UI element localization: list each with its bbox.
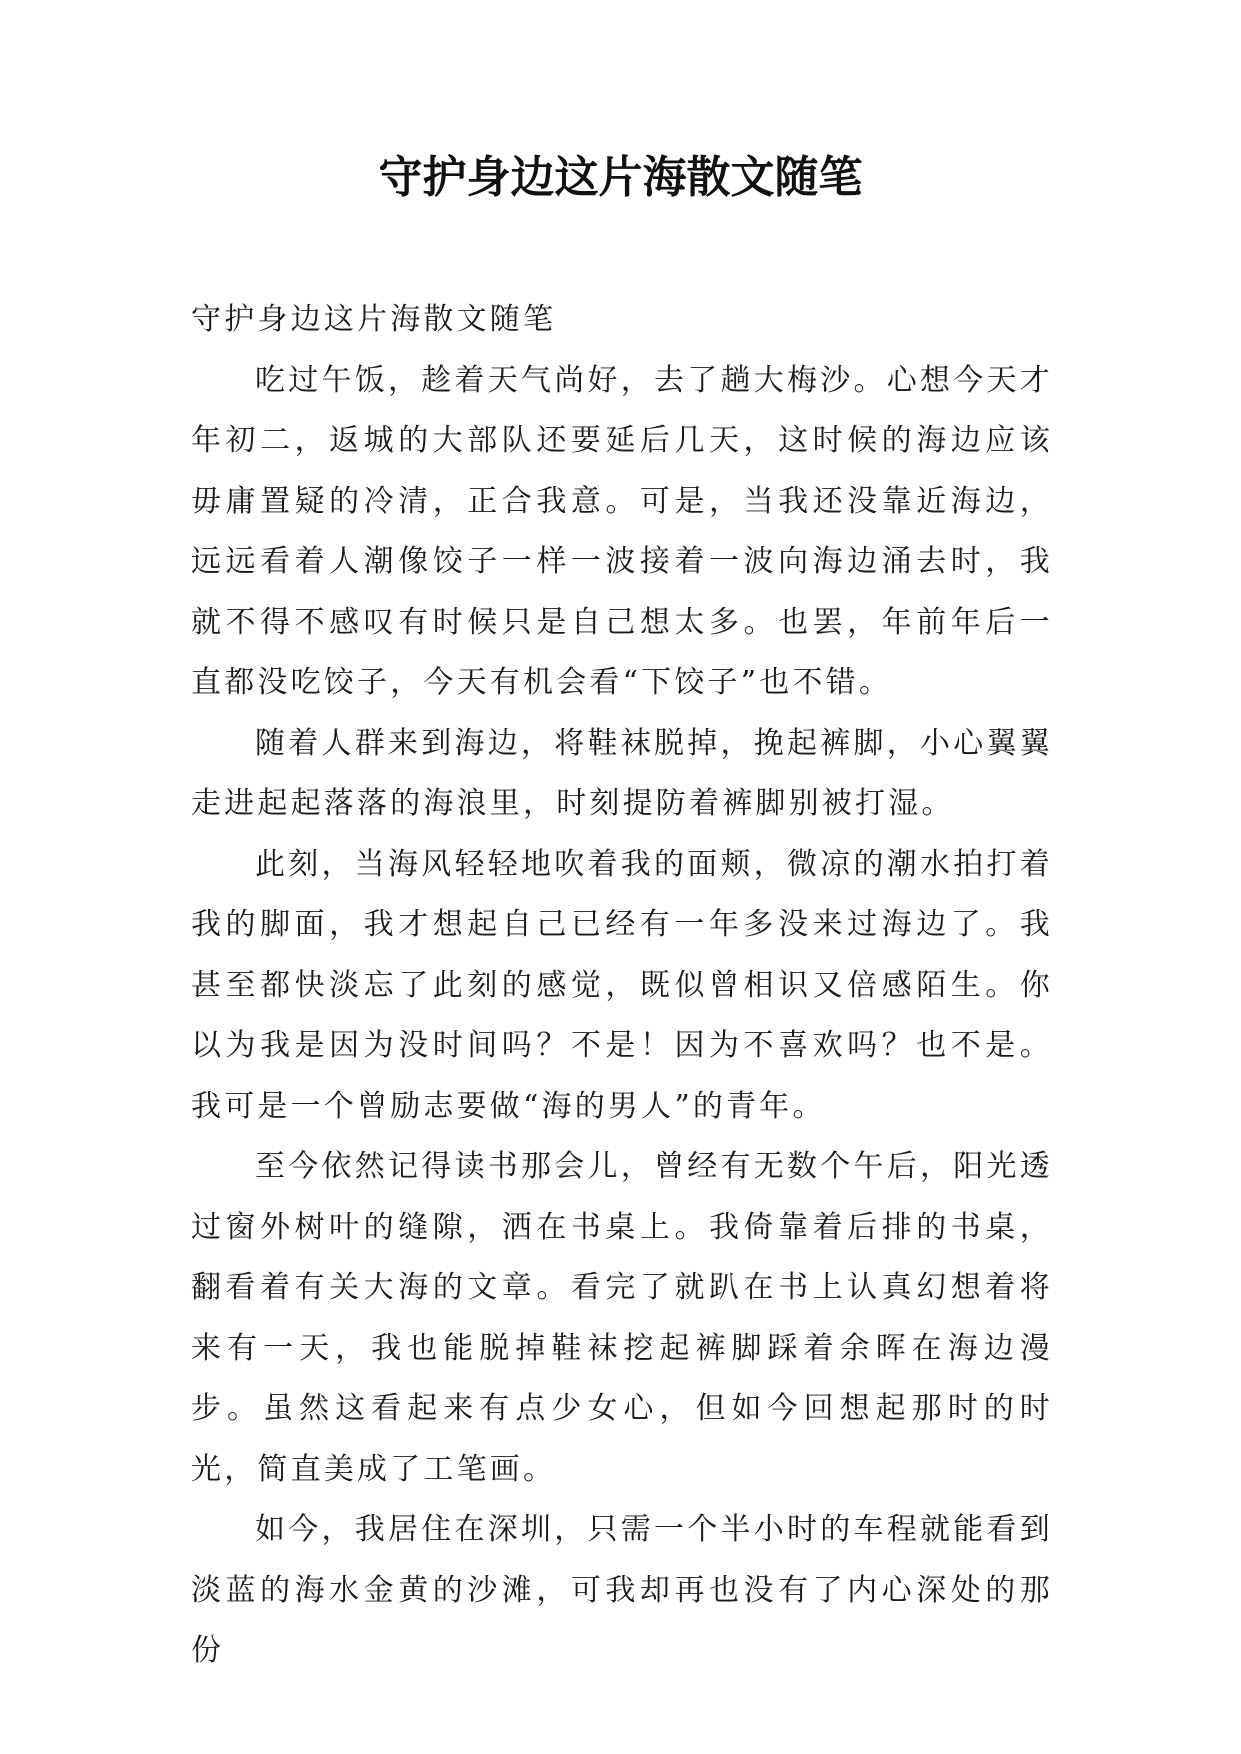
paragraph: 吃过午饭，趁着天气尚好，去了趟大梅沙。心想今天才年初二，返城的大部队还要延后几天，这时候的海边应该毋庸置疑的冷清，正合我意。可是，当我还没靠近海边，远远看着人潮像饺子一样一波接着一波向海边涌去时，我就不得不感叹有时候只是自己想太多。也罢，年前年后一直都没吃饺子，今天有机会看“下饺子”也不错。 [191,362,1053,700]
paragraph: 至今依然记得读书那会儿，曾经有无数个午后，阳光透过窗外树叶的缝隙，洒在书桌上。我倚靠着后排的书桌，翻看着有关大海的文章。看完了就趴在书上认真幻想着将来有一天，我也能脱掉鞋袜挖起裤脚踩着余晖在海边漫步。虽然这看起来有点少女心，但如今回想起那时的时光，简直美成了工笔画。 [191,1149,1053,1487]
subtitle-line: 守护身边这片海散文随笔 [191,302,557,337]
document-title: 守护身边这片海散文随笔 [378,152,863,203]
paragraph: 如今，我居住在深圳，只需一个半小时的车程就能看到淡蓝的海水金黄的沙滩，可我却再也没有了内心深处的那份 [191,1512,1053,1668]
paragraph: 随着人群来到海边，将鞋袜脱掉，挽起裤脚，小心翼翼走进起起落落的海浪里，时刻提防着裤脚别被打湿。 [191,725,1053,821]
document-body [191,290,1053,1682]
paragraph: 此刻，当海风轻轻地吹着我的面颊，微凉的潮水拍打着我的脚面，我才想起自己已经有一年多没来过海边了。我甚至都快淡忘了此刻的感觉，既似曾相识又倍感陌生。你以为我是因为没时间吗？不是！因为不喜欢吗？也不是。我可是一个曾励志要做“海的男人”的青年。 [191,846,1053,1124]
